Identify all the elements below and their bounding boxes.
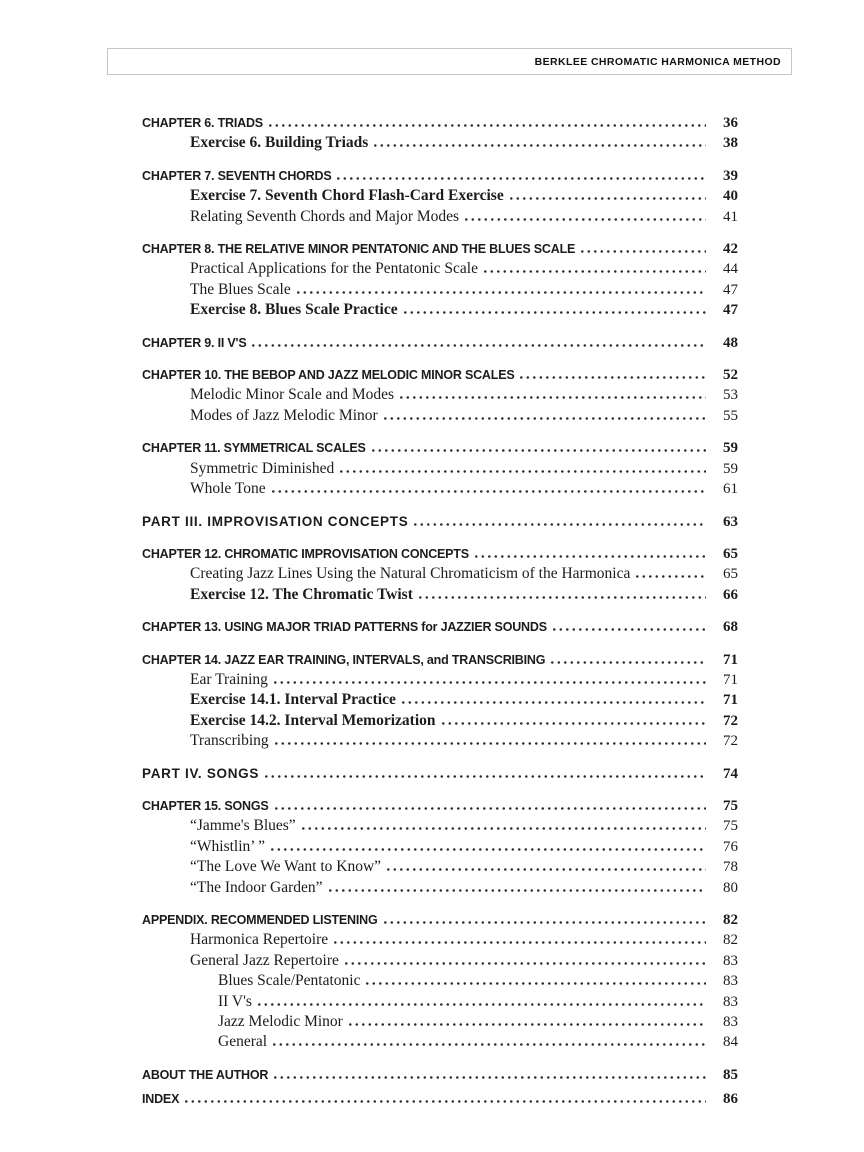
- toc-entry-page: 75: [723, 797, 738, 814]
- dot-leader: [254, 993, 710, 1006]
- toc-entry-page: 71: [723, 671, 738, 688]
- toc-row: [142, 731, 738, 751]
- toc-entry-label: CHAPTER 14. JAZZ EAR TRAINING, INTERVALS, and TRANSCRIBING: [142, 652, 546, 667]
- toc-group: [142, 166, 738, 227]
- dot-leader: [438, 712, 711, 725]
- toc-group: [142, 544, 738, 605]
- toc-row: [142, 951, 738, 971]
- toc-entry-label: Modes of Jazz Melodic Minor: [190, 406, 378, 424]
- dot-leader: [632, 565, 710, 578]
- toc-group: [142, 650, 738, 752]
- toc-entry-label: Symmetric Diminished: [190, 459, 335, 477]
- toc-entry-page: 80: [723, 879, 738, 896]
- dot-leader: [336, 460, 710, 473]
- toc-entry-page: 47: [723, 302, 738, 319]
- dot-leader: [383, 858, 710, 871]
- toc-entry-label: Transcribing: [190, 732, 269, 750]
- toc-group: [142, 910, 738, 1053]
- toc-entry-page: 84: [723, 1034, 738, 1051]
- dot-leader: [471, 545, 710, 558]
- toc-entry-page: 61: [723, 481, 738, 498]
- toc-entry-page: 65: [723, 545, 738, 562]
- toc-entry-label: CHAPTER 13. USING MAJOR TRIAD PATTERNS for JAZZIER SOUNDS: [142, 620, 547, 635]
- toc-group: [142, 365, 738, 426]
- toc-row: [142, 300, 738, 320]
- dot-leader: [410, 513, 710, 526]
- dot-leader: [267, 838, 710, 851]
- toc-entry-page: 41: [723, 208, 738, 225]
- book-title: BERKLEE CHROMATIC HARMONICA METHOD: [534, 55, 781, 68]
- toc-entry-label: CHAPTER 11. SYMMETRICAL SCALES: [142, 441, 366, 456]
- toc-row: [142, 711, 738, 731]
- toc-group: [142, 512, 738, 532]
- toc-row: [142, 1065, 738, 1085]
- toc-entry-page: 76: [723, 838, 738, 855]
- dot-leader: [333, 167, 710, 180]
- toc-row: [142, 857, 738, 877]
- dot-leader: [269, 1033, 710, 1046]
- toc-entry-page: 74: [723, 765, 738, 782]
- toc-row: [142, 365, 738, 385]
- dot-leader: [181, 1090, 710, 1103]
- toc-row: [142, 971, 738, 991]
- toc-entry-label: The Blues Scale: [190, 280, 291, 298]
- toc-entry-page: 44: [723, 261, 738, 278]
- toc-entry-page: 86: [723, 1091, 738, 1108]
- toc-entry-page: 65: [723, 566, 738, 583]
- toc-row: [142, 1032, 738, 1052]
- toc-group: [142, 438, 738, 499]
- toc-entry-label: PART IV. SONGS: [142, 765, 260, 781]
- toc-row: [142, 280, 738, 300]
- toc-entry-label: General: [218, 1033, 268, 1051]
- toc-group: [142, 1065, 738, 1085]
- dot-leader: [380, 407, 710, 420]
- toc-entry-page: 36: [723, 115, 738, 131]
- dot-leader: [480, 260, 710, 273]
- dot-leader: [368, 439, 710, 452]
- toc-row: [142, 1089, 738, 1109]
- toc-row: [142, 406, 738, 426]
- toc-entry-label: Ear Training: [190, 670, 268, 688]
- toc-row: [142, 650, 738, 670]
- toc-entry-page: 83: [723, 1014, 738, 1031]
- toc-row: [142, 837, 738, 857]
- toc-row: [142, 878, 738, 898]
- toc-entry-label: II V's: [218, 992, 252, 1010]
- dot-leader: [380, 911, 711, 924]
- toc-row: [142, 259, 738, 279]
- toc-row: [142, 930, 738, 950]
- toc-entry-page: 42: [723, 241, 738, 258]
- toc-entry-label: APPENDIX. RECOMMENDED LISTENING: [142, 913, 378, 927]
- toc-group: [142, 796, 738, 898]
- toc-entry-page: 83: [723, 973, 738, 990]
- toc-entry-page: 78: [723, 859, 738, 876]
- dot-leader: [516, 366, 710, 379]
- dot-leader: [325, 879, 710, 892]
- toc-row: [142, 512, 738, 532]
- toc-row: [142, 166, 738, 186]
- toc-row: [142, 239, 738, 259]
- toc-entry-label: CHAPTER 7. SEVENTH CHORDS: [142, 168, 332, 183]
- toc-entry-page: 66: [723, 586, 738, 603]
- toc-entry-label: General Jazz Repertoire: [190, 951, 339, 969]
- dot-leader: [268, 480, 710, 493]
- dot-leader: [293, 281, 710, 294]
- toc-entry-page: 59: [723, 440, 738, 457]
- dot-leader: [400, 301, 710, 314]
- table-of-contents: [142, 113, 738, 1110]
- dot-leader: [330, 931, 710, 944]
- dot-leader: [415, 586, 710, 599]
- toc-entry-label: “Whistlin’ ”: [190, 837, 266, 855]
- toc-entry-page: 59: [723, 460, 738, 477]
- toc-entry-page: 52: [723, 367, 738, 384]
- toc-row: [142, 333, 738, 353]
- toc-entry-label: “The Love We Want to Know”: [190, 858, 382, 876]
- toc-entry-page: 83: [723, 993, 738, 1010]
- toc-group: [142, 617, 738, 637]
- toc-entry-page: 72: [723, 712, 738, 729]
- toc-entry-label: Jazz Melodic Minor: [218, 1013, 343, 1031]
- dot-leader: [398, 691, 710, 704]
- toc-row: [142, 764, 738, 784]
- toc-entry-label: Blues Scale/Pentatonic: [218, 972, 361, 990]
- toc-entry-label: Exercise 12. The Chromatic Twist: [190, 585, 413, 603]
- toc-entry-label: CHAPTER 10. THE BEBOP AND JAZZ MELODIC MINOR SCALES: [142, 368, 515, 383]
- toc-row: [142, 544, 738, 564]
- toc-row: [142, 816, 738, 836]
- toc-group: [142, 239, 738, 321]
- dot-leader: [506, 187, 710, 200]
- toc-entry-page: 82: [723, 932, 738, 949]
- toc-entry-label: Melodic Minor Scale and Modes: [190, 386, 395, 404]
- toc-row: [142, 113, 738, 133]
- toc-group: [142, 764, 738, 784]
- toc-entry-page: 53: [723, 387, 738, 404]
- toc-row: [142, 207, 738, 227]
- dot-leader: [248, 334, 710, 347]
- toc-entry-label: INDEX: [142, 1092, 180, 1107]
- toc-row: [142, 690, 738, 710]
- toc-row: [142, 564, 738, 584]
- toc-entry-page: 82: [723, 912, 738, 928]
- toc-row: [142, 1012, 738, 1032]
- dot-leader: [271, 732, 710, 745]
- toc-entry-label: Exercise 8. Blues Scale Practice: [190, 301, 398, 319]
- toc-entry-page: 71: [723, 651, 738, 668]
- toc-entry-label: Relating Seventh Chords and Major Modes: [190, 207, 460, 225]
- toc-entry-label: CHAPTER 12. CHROMATIC IMPROVISATION CONCEPTS: [142, 546, 469, 561]
- toc-entry-label: CHAPTER 8. THE RELATIVE MINOR PENTATONIC AND THE BLUES SCALE: [142, 242, 576, 257]
- toc-entry-page: 85: [723, 1066, 738, 1083]
- toc-entry-page: 48: [723, 334, 738, 351]
- toc-entry-label: CHAPTER 9. II V'S: [142, 335, 247, 350]
- dot-leader: [271, 797, 711, 810]
- toc-entry-label: Practical Applications for the Pentatonic Scale: [190, 260, 478, 278]
- toc-entry-label: “The Indoor Garden”: [190, 878, 323, 896]
- dot-leader: [270, 671, 710, 684]
- toc-entry-page: 75: [723, 818, 738, 835]
- dot-leader: [370, 134, 710, 147]
- toc-row: [142, 617, 738, 637]
- running-header: [107, 48, 792, 75]
- dot-leader: [577, 240, 710, 253]
- toc-entry-page: 38: [723, 135, 738, 152]
- toc-entry-label: Exercise 7. Seventh Chord Flash-Card Exercise: [190, 187, 504, 205]
- toc-entry-label: ABOUT THE AUTHOR: [142, 1067, 269, 1082]
- toc-row: [142, 385, 738, 405]
- toc-entry-page: 83: [723, 952, 738, 969]
- dot-leader: [341, 952, 710, 965]
- toc-row: [142, 910, 738, 930]
- dot-leader: [549, 618, 710, 631]
- dot-leader: [362, 972, 710, 985]
- toc-row: [142, 585, 738, 605]
- toc-entry-page: 71: [723, 692, 738, 709]
- toc-entry-label: Exercise 14.2. Interval Memorization: [190, 711, 436, 729]
- toc-entry-label: CHAPTER 15. SONGS: [142, 798, 269, 813]
- toc-entry-label: Exercise 14.1. Interval Practice: [190, 691, 396, 709]
- toc-entry-label: CHAPTER 6. TRIADS: [142, 116, 263, 130]
- toc-entry-page: 55: [723, 407, 738, 424]
- toc-row: [142, 479, 738, 499]
- toc-row: [142, 133, 738, 153]
- toc-row: [142, 992, 738, 1012]
- toc-entry-page: 68: [723, 619, 738, 636]
- toc-group: [142, 1089, 738, 1109]
- toc-group: [142, 113, 738, 154]
- dot-leader: [298, 817, 710, 830]
- toc-entry-label: Harmonica Repertoire: [190, 931, 329, 949]
- toc-entry-label: PART III. IMPROVISATION CONCEPTS: [142, 513, 409, 529]
- dot-leader: [345, 1013, 710, 1026]
- toc-entry-page: 63: [723, 513, 738, 530]
- toc-row: [142, 438, 738, 458]
- toc-group: [142, 333, 738, 353]
- dot-leader: [261, 765, 710, 778]
- toc-entry-page: 40: [723, 188, 738, 205]
- toc-row: [142, 670, 738, 690]
- toc-entry-page: 72: [723, 733, 738, 750]
- toc-entry-label: Exercise 6. Building Triads: [190, 134, 369, 152]
- dot-leader: [547, 651, 710, 664]
- toc-row: [142, 186, 738, 206]
- toc-row: [142, 459, 738, 479]
- toc-row: [142, 796, 738, 816]
- toc-entry-page: 47: [723, 281, 738, 298]
- toc-entry-label: Whole Tone: [190, 480, 266, 498]
- dot-leader: [265, 114, 710, 127]
- dot-leader: [396, 386, 710, 399]
- toc-entry-label: “Jamme's Blues”: [190, 817, 296, 835]
- toc-entry-label: Creating Jazz Lines Using the Natural Chromaticism of the Harmonica: [190, 565, 631, 583]
- dot-leader: [270, 1066, 710, 1079]
- dot-leader: [461, 208, 710, 221]
- toc-entry-page: 39: [723, 167, 738, 184]
